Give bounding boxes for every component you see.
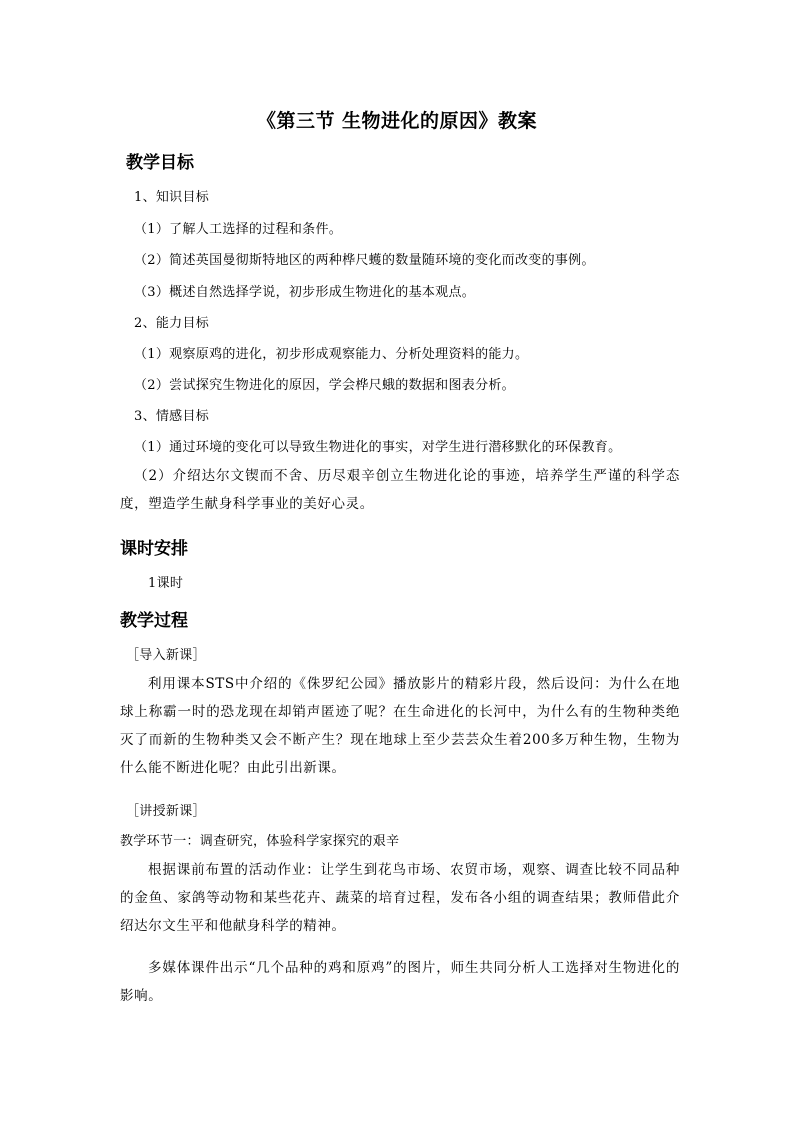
document-title: 《第三节 生物进化的原因》教案: [256, 110, 538, 132]
teach-label: ［讲授新课］: [126, 804, 206, 819]
intro-paragraph: 利用课本STS中介绍的《侏罗纪公园》播放影片的精彩片段，然后设问：为什么在地球上称霸一时的恐龙现在却销声匿迹了呢？在生命进化的长河中，为什么有的生物种类绝灭了而新的生物种类又会不断产生？现在地球上至少芸芸众生着200多万种生物，生物为什么能不断进化呢？由此引出新课。: [120, 676, 680, 776]
heading-process: 教学过程: [120, 611, 188, 631]
knowledge-objective-label: 1、知识目标: [134, 190, 210, 205]
emotion-objective-label: 3、情感目标: [134, 409, 210, 424]
intro-label: ［导入新课］: [126, 648, 206, 663]
step1-paragraph-2: 多媒体课件出示“几个品种的鸡和原鸡”的图片，师生共同分析人工选择对生物进化的影响。: [120, 960, 680, 1004]
knowledge-item-3: （3）概述自然选择学说，初步形成生物进化的基本观点。: [134, 285, 476, 300]
step1-paragraph-1: 根据课前布置的活动作业：让学生到花鸟市场、农贸市场，观察、调查比较不同品种的金鱼、家鸽等动物和某些花卉、蔬菜的培育过程，发布各小组的调查结果；教师借此介绍达尔文生平和他献身科学的精神。: [120, 862, 680, 934]
heading-schedule: 课时安排: [120, 539, 188, 559]
ability-item-1: （1）观察原鸡的进化，初步形成观察能力、分析处理资料的能力。: [134, 347, 529, 362]
ability-objective-label: 2、能力目标: [134, 316, 210, 331]
ability-item-2: （2）尝试探究生物进化的原因，学会桦尺蛾的数据和图表分析。: [134, 378, 515, 393]
knowledge-item-2: （2）简述英国曼彻斯特地区的两种桦尺蠖的数量随环境的变化而改变的事例。: [134, 253, 595, 268]
schedule-text: 1课时: [148, 576, 184, 591]
emotion-item-2: （2）介绍达尔文锲而不舍、历尽艰辛创立生物进化论的事迹，培养学生严谨的科学态度，塑造学生献身科学事业的美好心灵。: [120, 468, 680, 512]
heading-objectives: 教学目标: [126, 153, 194, 173]
step1-heading: 教学环节一：调查研究，体验科学家探究的艰辛: [120, 834, 400, 849]
emotion-item-1: （1）通过环境的变化可以导致生物进化的事实，对学生进行潜移默化的环保教育。: [134, 440, 622, 455]
knowledge-item-1: （1）了解人工选择的过程和条件。: [134, 222, 343, 237]
